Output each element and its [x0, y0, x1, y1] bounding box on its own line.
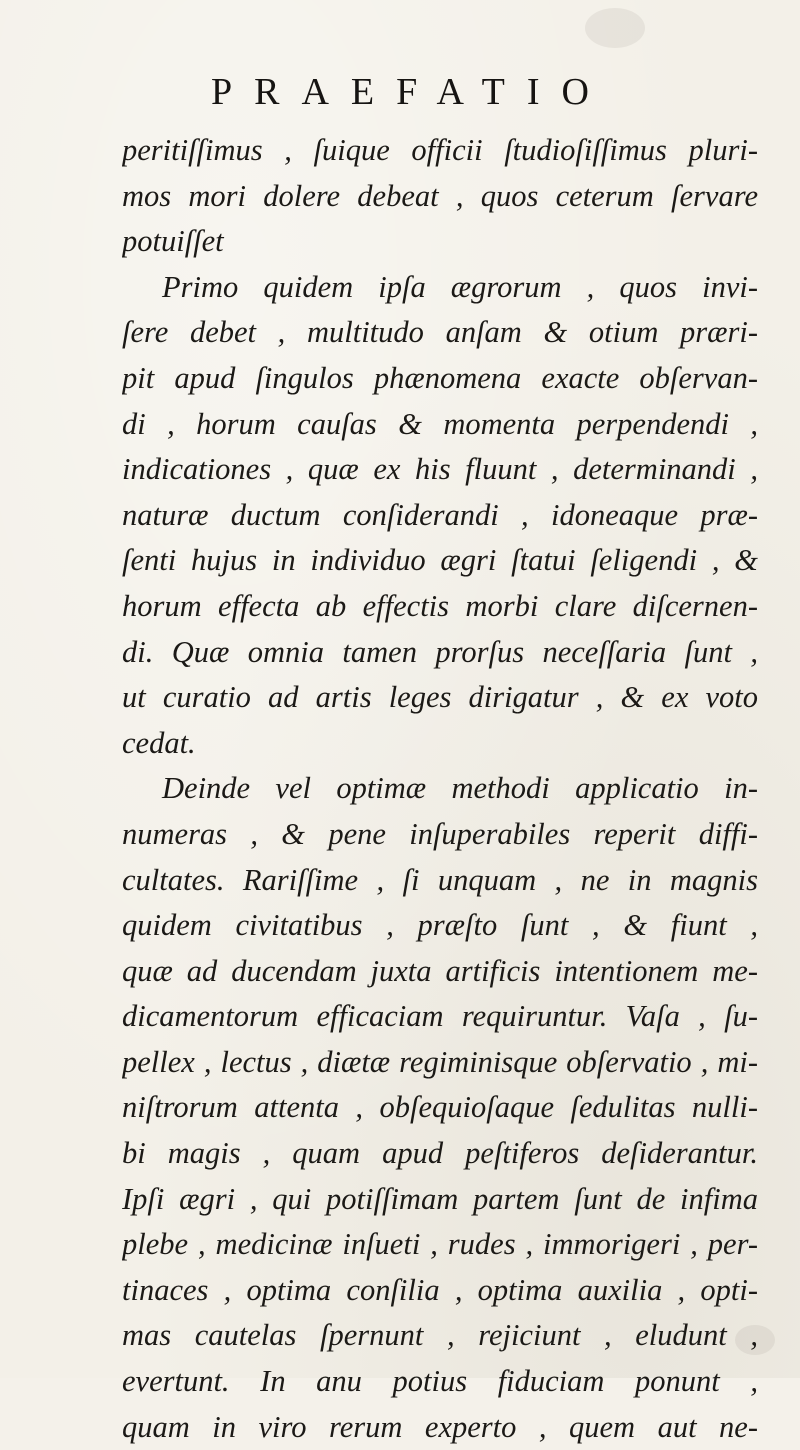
text-line: mos mori dolere debeat , quos ceterum ſervare — [122, 178, 758, 213]
text-line: evertunt. In anu potius fiduciam ponunt , — [122, 1364, 758, 1399]
text-line: peritiſſimus , ſuique officii ſtudioſiſſimus pluri- — [122, 133, 758, 167]
text-line: di , horum cauſas & momenta perpendendi , — [122, 406, 758, 441]
text-line: ut curatio ad artis leges dirigatur , & ex voto — [122, 680, 758, 715]
text-line: mas cautelas ſpernunt , rejiciunt , eludunt , — [122, 1318, 758, 1353]
text-line: Ipſi ægri , qui potiſſimam partem ſunt de infima — [122, 1181, 758, 1216]
text-line: numeras , & pene inſuperabiles reperit diffi- — [122, 816, 758, 851]
text-line: quam in viro rerum experto , quem aut ne- — [122, 1409, 758, 1444]
text-line: ſere debet , multitudo anſam & otium præri- — [122, 315, 758, 350]
text-line: naturæ ductum conſiderandi , idoneaque præ- — [122, 497, 758, 532]
text-line: Deinde vel optimæ methodi applicatio in- — [162, 771, 758, 806]
text-line: indicationes , quæ ex his fluunt , determinandi , — [122, 452, 758, 487]
text-line: plebe , medicinæ inſueti , rudes , immorigeri , per- — [122, 1227, 758, 1262]
text-line: pit apud ſingulos phænomena exacte obſervan- — [122, 360, 758, 395]
text-line: pellex , lectus , diætæ regiminisque obſervatio , mi- — [122, 1044, 758, 1079]
text-line: quæ ad ducendam juxta artificis intentionem me- — [122, 953, 758, 988]
text-line: horum effecta ab effectis morbi clare diſcernen- — [122, 588, 758, 623]
text-line: tinaces , optima conſilia , optima auxilia , opti- — [122, 1272, 758, 1307]
text-line: dicamentorum efficaciam requiruntur. Vaſa , ſu- — [122, 999, 758, 1034]
text-line: cedat. — [122, 725, 196, 760]
text-line: Primo quidem ipſa ægrorum , quos invi- — [162, 269, 758, 304]
text-line: ſenti hujus in individuo ægri ſtatui ſeligendi , & — [122, 543, 758, 578]
body-text — [122, 128, 758, 1450]
text-line: niſtrorum attenta , obſequioſaque ſedulitas nulli- — [122, 1090, 758, 1125]
text-line: di. Quæ omnia tamen prorſus neceſſaria ſunt , — [122, 634, 758, 669]
running-head: PRAEFATIO — [211, 71, 611, 113]
text-line: quidem civitatibus , præſto ſunt , & fiunt , — [122, 908, 758, 943]
paper-stain — [585, 8, 645, 48]
text-line: bi magis , quam apud peſtiferos deſiderantur. — [122, 1136, 758, 1171]
text-line: cultates. Rariſſime , ſi unquam , ne in magnis — [122, 862, 758, 897]
text-line: potuiſſet — [122, 224, 224, 259]
